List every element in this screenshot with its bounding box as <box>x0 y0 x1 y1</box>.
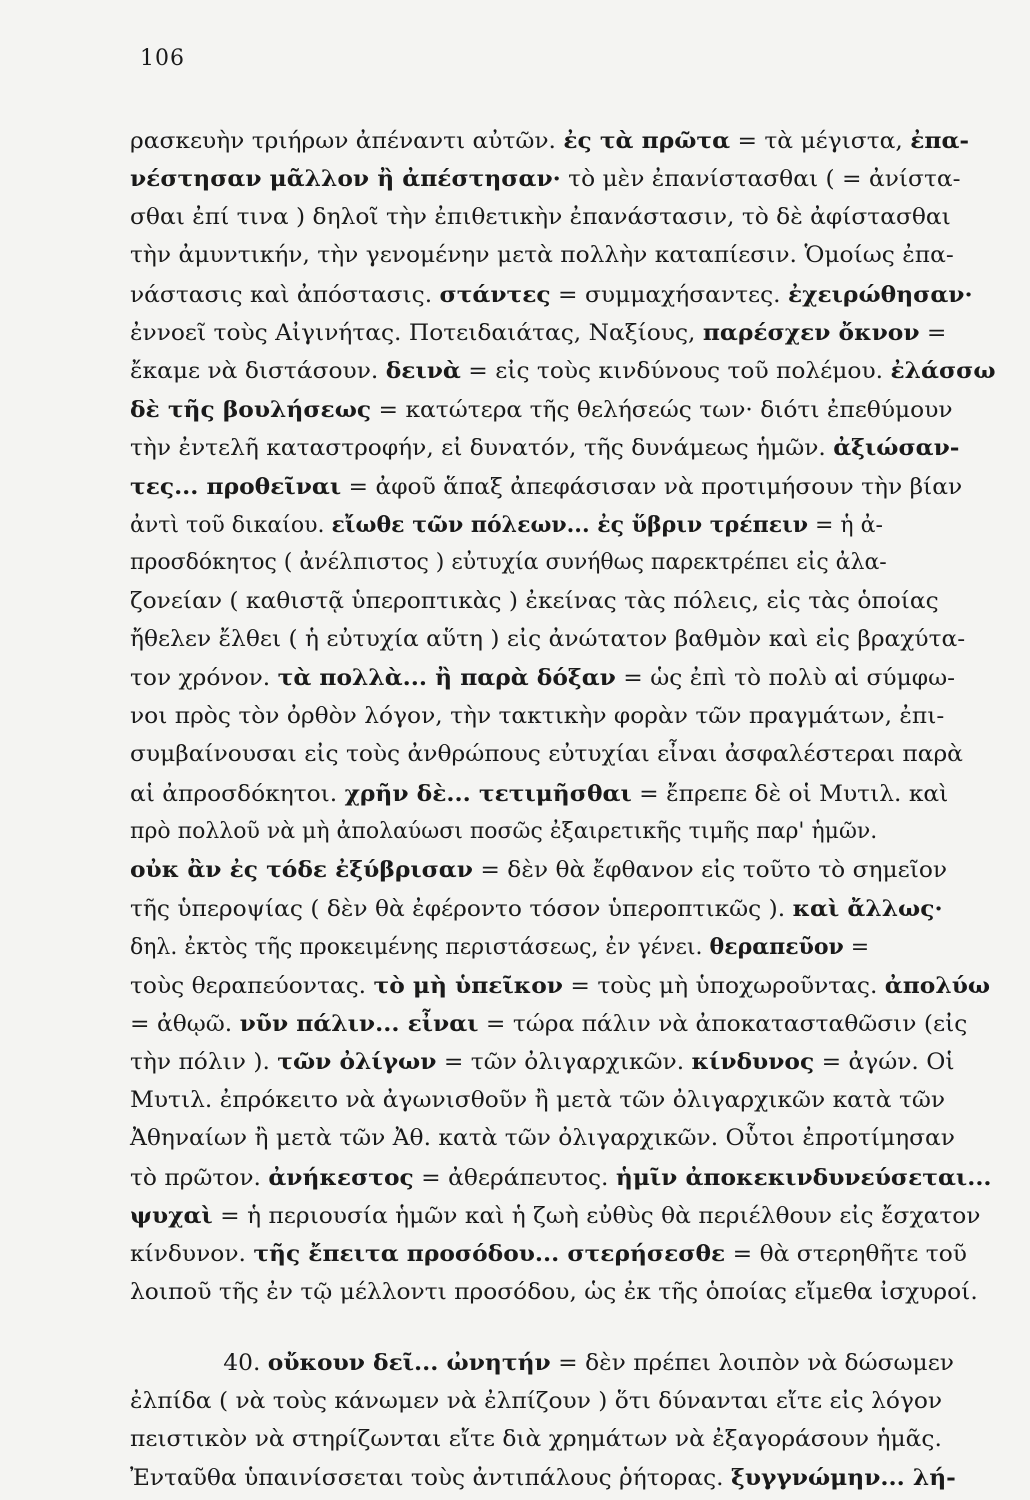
gloss: = ἀθεράπευτος. <box>413 1165 616 1191</box>
gloss: = τὰ μέγιστα, <box>730 129 911 154</box>
paragraph-gap <box>130 1312 1025 1344</box>
lemma: νέστησαν μᾶλλον ἢ ἀπέστησαν· <box>130 166 561 193</box>
gloss: ἐννοεῖ τοὺς Αἰγινήτας. Ποτειδαιάτας, Ναξίους, <box>130 320 703 346</box>
gloss: σθαι ἐπί τινα ) δηλοῖ τὴν ἐπιθετικὴν ἐπανάστασιν, τὸ δὲ ἀφίστασθαι <box>130 204 951 230</box>
lemma: τες... προθεῖναι <box>130 473 342 500</box>
text-line <box>130 1120 1025 1158</box>
lemma: ἡμῖν ἀποκεκινδυνεύσεται... <box>615 1164 992 1191</box>
lemma: οὐκ ἂν ἐς τόδε ἐξύβρισαν <box>130 857 473 884</box>
lemma: ψυχαὶ <box>130 1202 213 1229</box>
lemma: παρέσχεν ὄκνον <box>702 319 920 346</box>
gloss: = τῶν ὀλιγαρχικῶν. <box>436 1050 692 1076</box>
gloss: = <box>843 935 870 961</box>
text-line <box>130 391 1025 429</box>
lemma: τὸ μὴ ὑπεῖκον <box>373 972 563 999</box>
text-line <box>130 698 1025 736</box>
gloss: = δὲν θὰ ἔφθανον εἰς τοῦτο τὸ σημεῖον <box>472 858 948 884</box>
lemma: ἐλάσσω <box>890 358 996 385</box>
text-line <box>130 621 1025 659</box>
lemma: θεραπεῦον <box>709 934 844 961</box>
gloss: = ἡ περιουσία ἡμῶν καὶ ἡ ζωὴ εὐθὺς θὰ περιέλθουν εἰς ἔσχατον <box>212 1203 981 1229</box>
lemma: ξυγγνώμην... λή- <box>731 1465 956 1492</box>
text-line <box>130 429 1025 467</box>
gloss: = <box>919 320 947 346</box>
lemma: εἴωθε τῶν πόλεων... ἐς ὕβριν τρέπειν <box>331 511 808 538</box>
gloss: Ἐνταῦθα ὑπαινίσσεται τοὺς ἀντιπάλους ῥήτορας. <box>130 1466 732 1492</box>
text-line <box>130 659 1025 697</box>
text-line <box>130 1383 1025 1421</box>
text-line <box>130 890 1025 928</box>
text-line <box>130 468 1025 506</box>
page-number: 106 <box>140 46 185 71</box>
gloss: τοὺς θεραπεύοντας. <box>130 973 374 999</box>
lemma: ἀπολύω <box>884 972 991 999</box>
text-line <box>130 122 1025 160</box>
gloss: Ἀθηναίων ἢ μετὰ τῶν Ἀθ. κατὰ τῶν ὀλιγαρχικῶν. Οὗτοι ἐπροτίμησαν <box>130 1126 955 1152</box>
gloss: τὴν πόλιν ). <box>130 1050 278 1076</box>
text-line <box>130 544 1025 582</box>
text-line <box>130 583 1025 621</box>
gloss: = ἡ ἀ- <box>808 512 883 538</box>
lemma: νῦν πάλιν... εἶναι <box>239 1010 479 1037</box>
lemma: τὰ πολλὰ... ἢ παρὰ δόξαν <box>277 665 616 692</box>
gloss: λοιποῦ τῆς ἐν τῷ μέλλοντι προσόδου, ὡς ἐκ τῆς ὁποίας εἴμεθα ἰσχυροί. <box>130 1279 978 1305</box>
text-line <box>130 1421 1025 1459</box>
text-line <box>130 276 1025 314</box>
gloss: = ὡς ἐπὶ τὸ πολὺ αἱ σύμφω- <box>615 666 955 692</box>
gloss: κίνδυνον. <box>130 1242 254 1268</box>
lemma: ἐχειρώθησαν· <box>787 281 973 308</box>
lemma: οὔκουν δεῖ... ὠνητήν <box>267 1350 551 1377</box>
text-line <box>130 1197 1025 1235</box>
text-line <box>130 314 1025 352</box>
lemma: τῆς ἔπειτα προσόδου... στερήσεσθε <box>253 1241 726 1268</box>
lemma: ἐπα- <box>910 128 970 154</box>
gloss: ἐλπίδα ( νὰ τοὺς κάνωμεν νὰ ἐλπίζουν ) ὅτι δύνανται εἴτε εἰς λόγον <box>130 1388 943 1414</box>
gloss: τον χρόνον. <box>130 666 278 692</box>
gloss: = ἀθῳῶ. <box>130 1011 240 1037</box>
gloss: πρὸ πολλοῦ νὰ μὴ ἀπολαύωσι ποσῶς ἐξαιρετικῆς τιμῆς παρ' ἡμῶν. <box>130 819 878 845</box>
gloss: πειστικὸν νὰ στηρίζωνται εἴτε διὰ χρημάτων νὰ ἐξαγοράσουν ἡμᾶς. <box>130 1426 942 1452</box>
text-line <box>130 1274 1025 1312</box>
text-line <box>130 851 1025 889</box>
gloss <box>260 1351 267 1376</box>
text-line <box>130 1005 1025 1043</box>
gloss: τὸ πρῶτον. <box>130 1165 269 1191</box>
section-40-paragraph <box>130 1344 1025 1498</box>
text-line <box>130 1344 1025 1382</box>
lemma: ἀξιώσαν- <box>833 435 960 462</box>
gloss: = ἀφοῦ ἅπαξ ἀπεφάσισαν νὰ προτιμήσουν τὴν βίαν <box>341 474 963 500</box>
lemma: δεινὰ <box>385 358 461 385</box>
gloss: = συμμαχήσαντες. <box>550 282 788 308</box>
lemma: ἐς τὰ πρῶτα <box>563 128 731 154</box>
lemma: τῶν ὀλίγων <box>277 1049 437 1076</box>
text-line <box>130 928 1025 966</box>
commentary-text <box>130 122 1025 1498</box>
gloss: αἱ ἀπροσδόκητοι. <box>130 781 345 807</box>
gloss: = εἰς τοὺς κινδύνους τοῦ πολέμου. <box>460 359 891 385</box>
gloss: = τοὺς μὴ ὑποχωροῦντας. <box>562 973 885 999</box>
gloss: τὸ μὲν ἐπανίστασθαι ( = ἀνίστα- <box>560 167 961 193</box>
text-line <box>130 1459 1025 1497</box>
text-line <box>130 1043 1025 1081</box>
lemma: ἀνήκεστος <box>268 1164 414 1191</box>
lemma: δὲ τῆς βουλήσεως <box>130 396 372 423</box>
text-line <box>130 736 1025 774</box>
text-line <box>130 813 1025 851</box>
gloss: τῆς ὑπεροψίας ( δὲν θὰ ἐφέροντο τόσον ὑπεροπτικῶς ). <box>130 896 793 922</box>
text-line <box>130 775 1025 813</box>
gloss: ἀντὶ τοῦ δικαίου. <box>130 512 332 538</box>
text-line <box>130 160 1025 198</box>
gloss: ζονείαν ( καθιστᾷ ὑπεροπτικὰς ) ἐκείνας τὰς πόλεις, εἰς τὰς ὁποίας <box>130 588 939 614</box>
main-paragraph <box>130 122 1025 1312</box>
text-line <box>130 352 1025 390</box>
text-line <box>130 237 1025 275</box>
gloss: προσδόκητος ( ἀνέλπιστος ) εὐτυχία συνήθως παρεκτρέπει εἰς ἀλα- <box>130 550 887 576</box>
gloss: τὴν ἀμυντικήν, τὴν γενομένην μετὰ πολλὴν καταπίεσιν. Ὁμοίως ἐπα- <box>130 243 954 269</box>
gloss: τὴν ἐντελῆ καταστροφήν, εἰ δυνατόν, τῆς δυνάμεως ἡμῶν. <box>130 436 834 462</box>
gloss: = ἀγών. Οἱ <box>814 1050 955 1076</box>
gloss: = τώρα πάλιν νὰ ἀποκατασταθῶσιν (εἰς <box>478 1011 968 1037</box>
gloss: συμβαίνουσαι εἰς τοὺς ἀνθρώπους εὐτυχίαι εἶναι ἀσφαλέστεραι παρὰ <box>130 742 963 768</box>
gloss: = θὰ στερηθῆτε τοῦ <box>725 1242 967 1268</box>
lemma: καὶ ἄλλως· <box>792 895 943 922</box>
gloss: ἤθελεν ἔλθει ( ἡ εὐτυχία αὕτη ) εἰς ἀνώτατον βαθμὸν καὶ εἰς βραχύτα- <box>130 627 966 653</box>
gloss: = ἔπρεπε δὲ οἱ Μυτιλ. καὶ <box>631 781 949 807</box>
gloss: νοι πρὸς τὸν ὀρθὸν λόγον, τὴν τακτικὴν φορὰν τῶν πραγμάτων, ἐπι- <box>130 703 945 729</box>
text-line <box>130 506 1025 544</box>
gloss: νάστασις καὶ ἀπόστασις. <box>130 282 440 308</box>
section-number: 40. <box>223 1351 261 1377</box>
gloss: Μυτιλ. ἐπρόκειτο νὰ ἀγωνισθοῦν ἢ μετὰ τῶν ὀλιγαρχικῶν κατὰ τῶν <box>130 1087 946 1113</box>
text-line <box>130 967 1025 1005</box>
text-line <box>130 1082 1025 1120</box>
text-line <box>130 1159 1025 1197</box>
lemma: χρῆν δὲ... τετιμῆσθαι <box>344 780 632 807</box>
text-line <box>130 1235 1025 1273</box>
lemma: κίνδυνος <box>691 1049 815 1076</box>
gloss: δηλ. ἐκτὸς τῆς προκειμένης περιστάσεως, ἐν γένει. <box>130 935 710 961</box>
gloss: ἔκαμε νὰ διστάσουν. <box>130 359 386 385</box>
lemma: στάντες <box>439 281 551 308</box>
gloss: = δὲν πρέπει λοιπὸν νὰ δώσωμεν <box>550 1351 954 1377</box>
gloss: ρασκευὴν τριήρων ἀπέναντι αὐτῶν. <box>130 129 564 154</box>
text-line <box>130 199 1025 237</box>
gloss: = κατώτερα τῆς θελήσεώς των· διότι ἐπεθύμουν <box>371 397 953 423</box>
